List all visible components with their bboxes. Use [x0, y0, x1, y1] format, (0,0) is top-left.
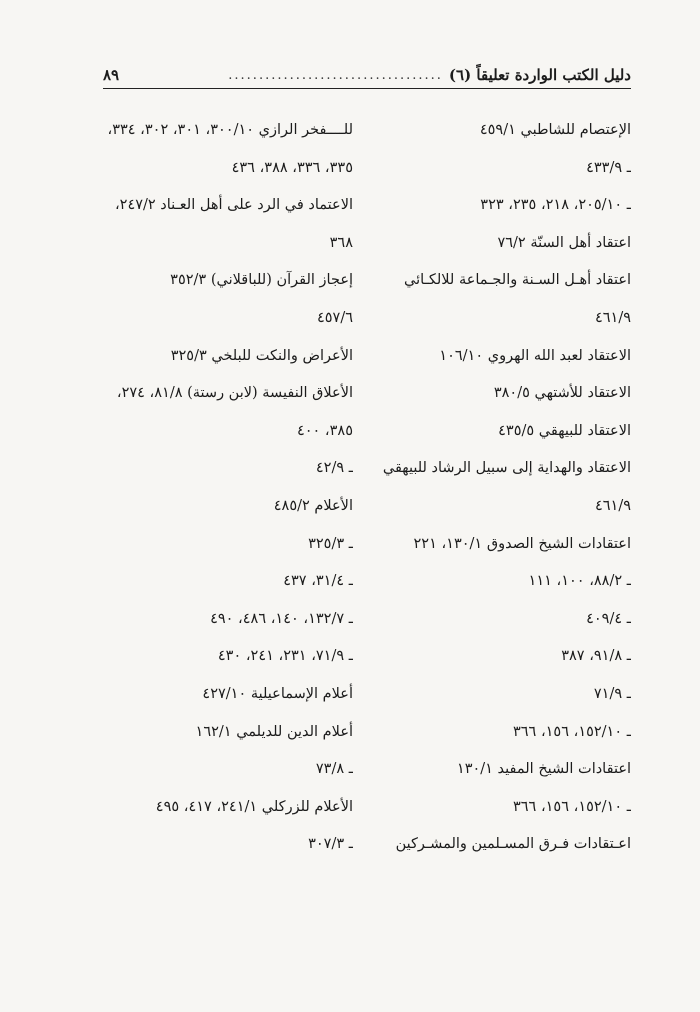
index-entry: ـ ٤٢/٩ [315, 460, 353, 477]
index-entry: الأعلاق النفيسة (لابن رستة) ٨١/٨، ٢٧٤، [116, 385, 353, 402]
index-entry: الأعلام للزركلي ٢٤١/١، ٤١٧، ٤٩٥ [155, 798, 353, 815]
index-entry: ـ ٣٠٧/٣ [308, 836, 353, 853]
index-entry: ـ ٤٣٣/٩ [586, 159, 631, 176]
page-number: ٨٩ [103, 66, 120, 84]
index-entry: اعتقاد أهـل السـنة والجـماعة للالكـائي [404, 272, 631, 289]
index-entry: اعتقاد أهل السنّة ٧٦/٢ [497, 234, 631, 251]
index-entry: اعتقادات الشيخ الصدوق ١٣٠/١، ٢٢١ [413, 535, 631, 552]
index-entry: ـ ٩١/٨، ٣٨٧ [561, 648, 631, 665]
index-entry: ـ ١٥٢/١٠، ١٥٦، ٣٦٦ [512, 798, 631, 815]
index-entry: الأعلام ٤٨٥/٢ [273, 497, 353, 514]
index-entry: للــــفخر الرازي ٣٠٠/١٠، ٣٠١، ٣٠٢، ٣٣٤، [107, 122, 353, 138]
index-entry: اعـتقادات فـرق المسـلمين والمشـركين [395, 836, 631, 853]
index-entry: الإعتصام للشاطبي ٤٥٩/١ [479, 122, 631, 138]
index-entry: إعجاز القرآن (للباقلاني) ٣٥٢/٣ [170, 272, 353, 289]
index-entry: اعتقادات الشيخ المفيد ١٣٠/١ [456, 761, 631, 778]
index-entry: ـ ٤٠٩/٤ [586, 610, 631, 627]
left-column [103, 112, 353, 902]
index-entry: ـ ٧١/٩، ٢٣١، ٢٤١، ٤٣٠ [217, 648, 353, 665]
index-entry: ـ ٢٠٥/١٠، ٢١٨، ٢٣٥، ٣٢٣ [480, 197, 631, 214]
index-entry: ـ ٨٨/٢، ١٠٠، ١١١ [528, 573, 631, 590]
index-entry: ٤٦١/٩ [594, 309, 631, 326]
index-entry: الاعتقاد للبيهقي ٤٣٥/٥ [498, 422, 631, 439]
index-entry: أعلام الدين للديلمي ١٦٢/١ [195, 723, 353, 740]
index-columns [103, 112, 631, 902]
index-entry: ـ ١٥٢/١٠، ١٥٦، ٣٦٦ [512, 723, 631, 740]
index-entry: ٣٦٨ [329, 234, 353, 251]
header-leader-dots: ................................... [228, 68, 443, 83]
index-entry: ـ ١٣٢/٧، ١٤٠، ٤٨٦، ٤٩٠ [210, 610, 353, 627]
index-entry: ـ ٣١/٤، ٤٣٧ [283, 573, 353, 590]
index-entry: الاعتقاد لعبد الله الهروي ١٠٦/١٠ [439, 347, 631, 364]
index-entry: ٣٨٥، ٤٠٠ [296, 422, 353, 439]
index-entry: ـ ٣٢٥/٣ [308, 535, 353, 552]
index-entry: أعلام الإسماعيلية ٤٢٧/١٠ [202, 685, 353, 702]
index-entry: الاعتقاد للأشتهي ٣٨٠/٥ [493, 385, 631, 402]
index-entry: الأعراض والنكت للبلخي ٣٢٥/٣ [170, 347, 353, 364]
index-entry: ـ ٧٣/٨ [315, 761, 353, 778]
index-entry: الاعتماد في الرد على أهل العـناد ٢٤٧/٢، [114, 197, 353, 214]
header-title: دليل الكتب الواردة تعليقاً (٦) [448, 66, 631, 84]
index-entry: ٤٥٧/٦ [316, 309, 353, 326]
index-entry: ـ ٧١/٩ [593, 685, 631, 702]
index-entry: الاعتقاد والهداية إلى سبيل الرشاد للبيهقي [382, 460, 631, 477]
index-entry: ٤٦١/٩ [594, 497, 631, 514]
running-header [103, 60, 631, 89]
right-column [381, 112, 631, 902]
index-entry: ٣٣٥، ٣٣٦، ٣٨٨، ٤٣٦ [231, 159, 353, 176]
